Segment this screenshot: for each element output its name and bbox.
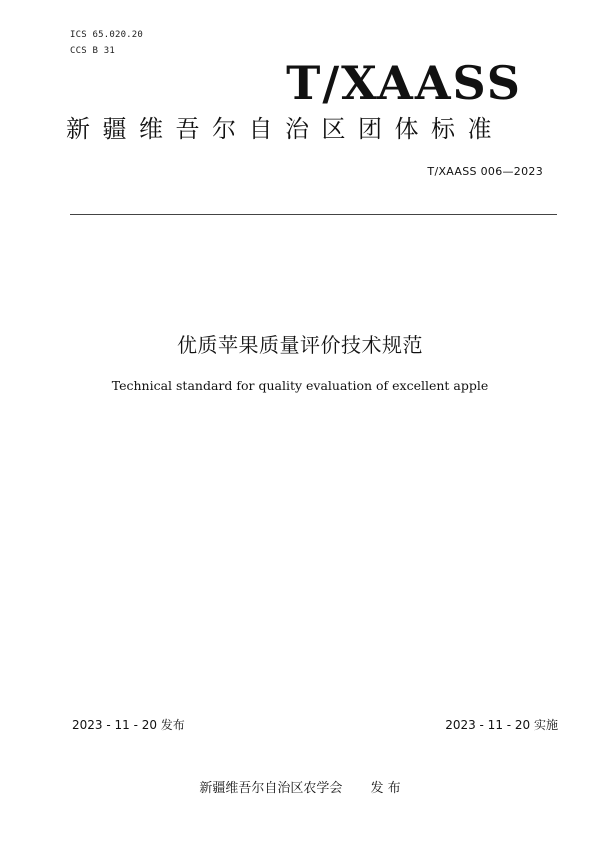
standard-number: T/XAASS 006—2023 <box>427 165 543 178</box>
standard-brand-logo: T/XAASS <box>286 56 522 110</box>
publisher-name: 新疆维吾尔自治区农学会 <box>199 781 343 796</box>
document-title: 优质苹果质量评价技术规范 <box>177 333 423 357</box>
effective-date: 2023 - 11 - 20 实施 <box>445 718 558 732</box>
organization-standard-title: 新疆维吾尔自治区团体标准 <box>66 115 504 143</box>
publish-word: 发 布 <box>370 781 401 796</box>
ics-code: ICS 65.020.20 <box>70 30 144 40</box>
publish-date: 2023 - 11 - 20 发布 <box>72 718 185 732</box>
publisher-line <box>0 777 600 796</box>
document-english-title: Technical standard for quality evaluation of excellent apple <box>111 378 489 393</box>
ccs-code: CCS B 31 <box>70 46 115 56</box>
header-divider <box>70 214 557 215</box>
